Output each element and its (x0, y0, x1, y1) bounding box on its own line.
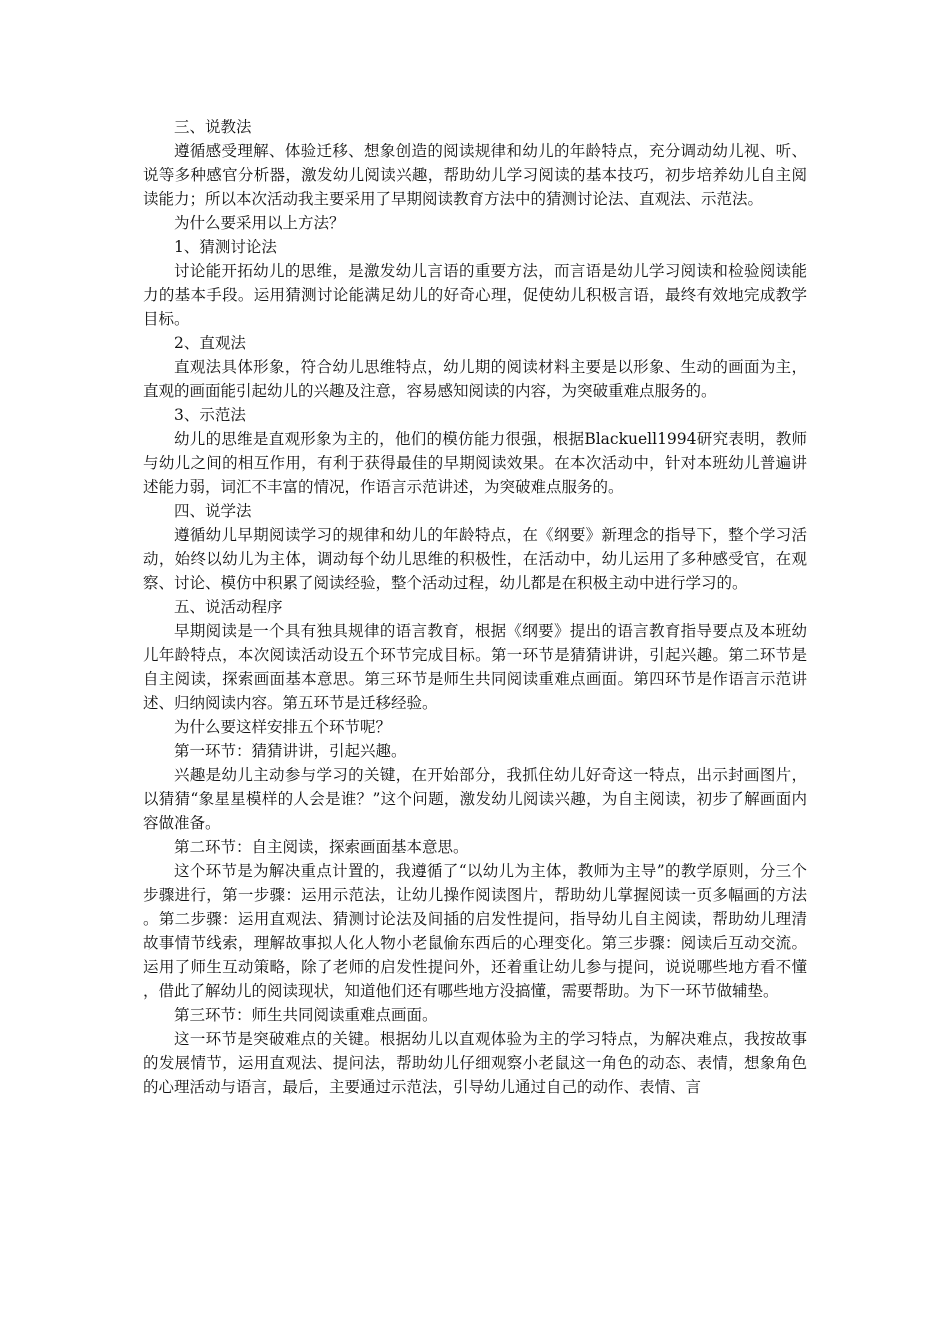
section-heading: 第一环节：猜猜讲讲，引起兴趣。 (174, 742, 407, 760)
body-paragraph: 兴趣是幼儿主动参与学习的关键，在开始部分，我抓住幼儿好奇这一特点，出示封画图片，以猜猜“象星星模样的人会是谁？”这个问题，激发幼儿阅读兴趣，为自主阅读，初步了解画面内容做准备。 (143, 766, 807, 832)
section-heading: 四、说学法 (174, 502, 252, 520)
body-paragraph: 遵循感受理解、体验迁移、想象创造的阅读规律和幼儿的年龄特点，充分调动幼儿视、听、说等多种感官分析器，激发幼儿阅读兴趣，帮助幼儿学习阅读的基本技巧，初步培养幼儿自主阅读能力；所以本次活动我主要采用了早期阅读教育方法中的猜测讨论法、直观法、示范法。 (143, 142, 807, 208)
document-page (143, 115, 807, 1099)
body-paragraph: 幼儿的思维是直观形象为主的，他们的模仿能力很强，根据Blackuell1994研究表明，教师与幼儿之间的相互作用，有利于获得最佳的早期阅读效果。在本次活动中，针对本班幼儿普遍讲述能力弱，词汇不丰富的情况，作语言示范讲述，为突破难点服务的。 (143, 430, 807, 496)
section-heading: 三、说教法 (174, 118, 252, 136)
body-paragraph: 讨论能开拓幼儿的思维，是激发幼儿言语的重要方法，而言语是幼儿学习阅读和检验阅读能力的基本手段。运用猜测讨论能满足幼儿的好奇心理，促使幼儿积极言语，最终有效地完成教学目标。 (143, 262, 807, 328)
section-heading: 第二环节：自主阅读，探索画面基本意思。 (174, 838, 469, 856)
body-paragraph: 早期阅读是一个具有独具规律的语言教育，根据《纲要》提出的语言教育指导要点及本班幼儿年龄特点，本次阅读活动设五个环节完成目标。第一环节是猜猜讲讲，引起兴趣。第二环节是自主阅读，探索画面基本意思。第三环节是师生共同阅读重难点画面。第四环节是作语言示范讲述、归纳阅读内容。第五环节是迁移经验。 (143, 622, 807, 712)
section-heading: 1、猜测讨论法 (174, 238, 277, 256)
body-paragraph: 遵循幼儿早期阅读学习的规律和幼儿的年龄特点，在《纲要》新理念的指导下，整个学习活动，始终以幼儿为主体，调动每个幼儿思维的积极性，在活动中，幼儿运用了多种感受官，在观察、讨论、模仿中积累了阅读经验，整个活动过程，幼儿都是在积极主动中进行学习的。 (143, 526, 807, 592)
body-paragraph: 这一环节是突破难点的关键。根据幼儿以直观体验为主的学习特点，为解决难点，我按故事的发展情节，运用直观法、提问法，帮助幼儿仔细观察小老鼠这一角色的动态、表情，想象角色的心理活动与语言，最后，主要通过示范法，引导幼儿通过自己的动作、表情、言 (143, 1030, 807, 1096)
section-heading: 为什么要这样安排五个环节呢？ (174, 718, 392, 736)
section-heading: 五、说活动程序 (174, 598, 283, 616)
body-paragraph: 这个环节是为解决重点计置的，我遵循了“以幼儿为主体，教师为主导”的教学原则，分三个步骤进行，第一步骤：运用示范法，让幼儿操作阅读图片，帮助幼儿掌握阅读一页多幅画的方法。第二步骤：运用直观法、猜测讨论法及间插的启发性提问，指导幼儿自主阅读，帮助幼儿理清故事情节线索，理解故事拟人化人物小老鼠偷东西后的心理变化。第三步骤：阅读后互动交流。运用了师生互动策略，除了老师的启发性提问外，还着重让幼儿参与提问，说说哪些地方看不懂，借此了解幼儿的阅读现状，知道他们还有哪些地方没搞懂，需要帮助。为下一环节做辅垫。 (143, 862, 807, 1000)
section-heading: 第三环节：师生共同阅读重难点画面。 (174, 1006, 438, 1024)
section-heading: 为什么要采用以上方法？ (174, 214, 345, 232)
section-heading: 2、直观法 (174, 334, 246, 352)
body-paragraph: 直观法具体形象，符合幼儿思维特点，幼儿期的阅读材料主要是以形象、生动的画面为主，直观的画面能引起幼儿的兴趣及注意，容易感知阅读的内容，为突破重难点服务的。 (143, 358, 807, 400)
section-heading: 3、示范法 (174, 406, 246, 424)
